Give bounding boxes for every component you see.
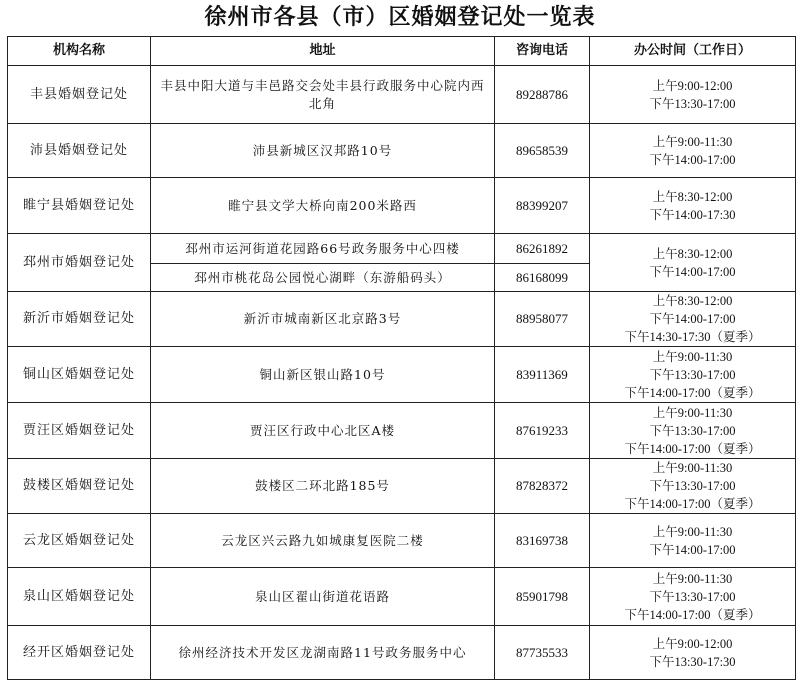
hours-line: 下午13:30-17:00 xyxy=(649,423,736,438)
header-address: 地址 xyxy=(151,37,495,66)
office-name: 新沂市婚姻登记处 xyxy=(8,292,151,347)
hours-line: 上午8:30-12:00 xyxy=(652,246,733,261)
hours-line: 下午14:30-17:30（夏季） xyxy=(624,330,761,344)
header-phone: 咨询电话 xyxy=(495,37,590,66)
office-hours xyxy=(590,292,796,347)
hours-line: 上午9:00-12:00 xyxy=(652,78,733,93)
office-phone: 87619233 xyxy=(495,403,590,459)
hours-line: 上午8:30-12:00 xyxy=(652,189,733,204)
office-phone: 88399207 xyxy=(495,178,590,234)
office-address: 新沂市城南新区北京路3号 xyxy=(151,292,495,347)
office-name: 铜山区婚姻登记处 xyxy=(8,347,151,403)
office-phone: 86261892 xyxy=(495,234,590,264)
table-row xyxy=(8,178,796,234)
hours-line: 下午14:00-17:00（夏季） xyxy=(624,385,761,400)
hours-line: 下午13:30-17:00 xyxy=(649,479,736,493)
office-name: 沛县婚姻登记处 xyxy=(8,124,151,178)
office-address: 沛县新城区汉邦路10号 xyxy=(151,124,495,178)
table-row xyxy=(8,292,796,347)
hours-line: 下午14:00-17:00（夏季） xyxy=(624,607,761,622)
office-phone: 87828372 xyxy=(495,459,590,514)
hours-line: 上午9:00-11:30 xyxy=(652,405,733,420)
table-row xyxy=(8,66,796,124)
table-row xyxy=(8,568,796,626)
office-hours xyxy=(590,347,796,403)
office-phone: 85901798 xyxy=(495,568,590,626)
office-name: 鼓楼区婚姻登记处 xyxy=(8,459,151,514)
table-body xyxy=(8,66,796,680)
office-hours xyxy=(590,124,796,178)
office-hours xyxy=(590,234,796,292)
hours-line: 下午14:00-17:30 xyxy=(649,207,736,222)
hours-line: 下午14:00-17:00 xyxy=(649,264,736,279)
hours-line: 下午13:30-17:00 xyxy=(649,589,736,604)
header-name: 机构名称 xyxy=(8,37,151,66)
office-address: 鼓楼区二环北路185号 xyxy=(151,459,495,514)
hours-line: 上午9:00-11:30 xyxy=(652,349,733,364)
office-name: 丰县婚姻登记处 xyxy=(8,66,151,124)
office-phone: 89288786 xyxy=(495,66,590,124)
table-row xyxy=(8,347,796,403)
hours-line: 上午8:30-12:00 xyxy=(652,294,733,308)
office-address: 铜山新区银山路10号 xyxy=(151,347,495,403)
office-address: 丰县中阳大道与丰邑路交会处丰县行政服务中心院内西北角 xyxy=(151,66,495,124)
office-phone: 89658539 xyxy=(495,124,590,178)
office-phone: 88958077 xyxy=(495,292,590,347)
hours-line: 上午9:00-11:30 xyxy=(652,461,733,475)
office-phone: 87735533 xyxy=(495,626,590,680)
table-row xyxy=(8,403,796,459)
registry-table xyxy=(7,36,796,680)
office-address: 邳州市桃花岛公园悦心湖畔（东游船码头） xyxy=(151,264,495,292)
page-title: 徐州市各县（市）区婚姻登记处一览表 xyxy=(204,5,596,30)
office-name: 邳州市婚姻登记处 xyxy=(8,234,151,292)
office-phone: 86168099 xyxy=(495,264,590,292)
office-name: 泉山区婚姻登记处 xyxy=(8,568,151,626)
office-address: 睢宁县文学大桥向南200米路西 xyxy=(151,178,495,234)
office-address: 泉山区翟山街道花语路 xyxy=(151,568,495,626)
office-address: 贾汪区行政中心北区A楼 xyxy=(151,403,495,459)
office-address: 徐州经济技术开发区龙湖南路11号政务服务中心 xyxy=(151,626,495,680)
office-name: 睢宁县婚姻登记处 xyxy=(8,178,151,234)
table-header-row xyxy=(8,37,796,66)
hours-line: 下午14:00-17:00 xyxy=(649,152,736,167)
hours-line: 下午13:30-17:30 xyxy=(649,654,736,669)
office-hours xyxy=(590,626,796,680)
office-hours xyxy=(590,514,796,568)
table-row xyxy=(8,459,796,514)
table-row xyxy=(8,626,796,680)
office-address: 云龙区兴云路九如城康复医院二楼 xyxy=(151,514,495,568)
office-hours xyxy=(590,568,796,626)
office-phone: 83169738 xyxy=(495,514,590,568)
table-row xyxy=(8,514,796,568)
hours-line: 下午13:30-17:00 xyxy=(649,367,736,382)
office-name: 云龙区婚姻登记处 xyxy=(8,514,151,568)
office-hours xyxy=(590,178,796,234)
office-name: 经开区婚姻登记处 xyxy=(8,626,151,680)
hours-line: 下午14:00-17:00（夏季） xyxy=(624,497,761,511)
table-row xyxy=(8,124,796,178)
office-hours xyxy=(590,66,796,124)
office-address: 邳州市运河街道花园路66号政务服务中心四楼 xyxy=(151,234,495,264)
hours-line: 下午14:00-17:00 xyxy=(649,312,736,326)
table-row xyxy=(8,234,796,264)
hours-line: 上午9:00-11:30 xyxy=(652,524,733,539)
office-hours xyxy=(590,459,796,514)
header-hours: 办公时间（工作日） xyxy=(590,37,796,66)
office-hours xyxy=(590,403,796,459)
office-name: 贾汪区婚姻登记处 xyxy=(8,403,151,459)
hours-line: 上午9:00-11:30 xyxy=(652,134,733,149)
hours-line: 下午14:00-17:00（夏季） xyxy=(624,441,761,456)
hours-line: 上午9:00-12:00 xyxy=(652,636,733,651)
hours-line: 下午14:00-17:00 xyxy=(649,542,736,557)
hours-line: 上午9:00-11:30 xyxy=(652,571,733,586)
office-phone: 83911369 xyxy=(495,347,590,403)
hours-line: 下午13:30-17:00 xyxy=(649,96,736,111)
